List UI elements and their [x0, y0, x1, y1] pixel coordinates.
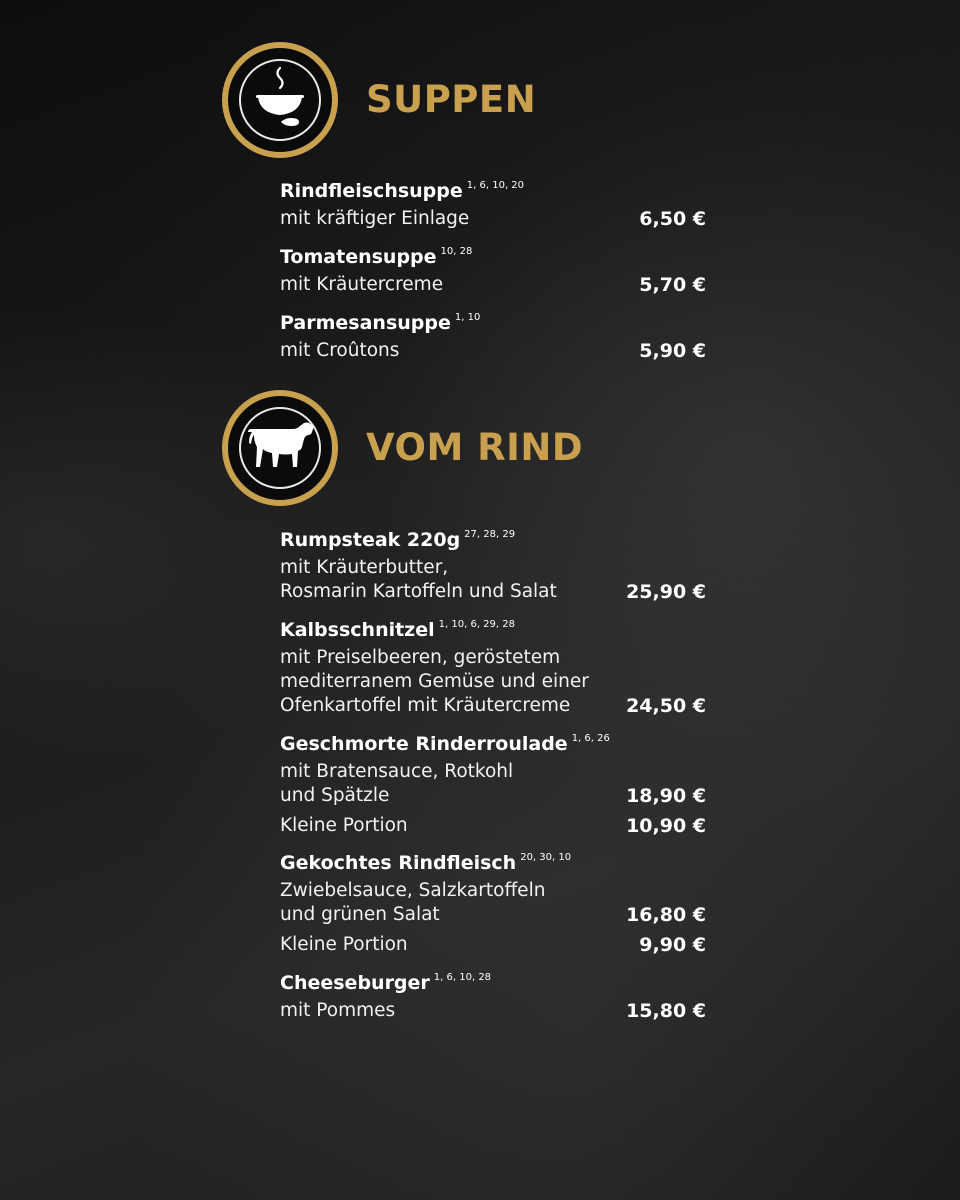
- item-description: und grünen Salat: [280, 904, 440, 925]
- menu-item: [280, 311, 706, 363]
- item-description: und Spätzle: [280, 785, 390, 806]
- item-price: 15,80 €: [626, 1000, 706, 1022]
- allergen-codes: 1, 6, 10, 28: [433, 972, 492, 983]
- small-portion-label: Kleine Portion: [280, 934, 408, 955]
- item-description: mit Kräuterbutter,: [280, 557, 449, 578]
- item-description: mit Preiselbeeren, geröstetem: [280, 647, 561, 668]
- section-header-vom-rind: [222, 390, 822, 506]
- allergen-codes: 1, 6, 10, 20: [466, 180, 525, 191]
- item-name: Rumpsteak 220g: [280, 529, 461, 551]
- allergen-codes: 20, 30, 10: [520, 852, 572, 863]
- item-price: 5,90 €: [639, 340, 706, 362]
- section-header-suppen: [222, 42, 822, 158]
- menu-item: [280, 245, 706, 297]
- menu-item: [280, 971, 706, 1023]
- item-price: 18,90 €: [626, 785, 706, 807]
- soup-badge: [222, 42, 338, 158]
- item-name: Geschmorte Rinderroulade: [280, 733, 568, 755]
- item-description: mit kräftiger Einlage: [280, 208, 470, 229]
- item-description: mit Bratensauce, Rotkohl: [280, 761, 514, 782]
- menu-item: [280, 851, 706, 957]
- item-name: Parmesansuppe: [280, 312, 451, 334]
- item-price: 16,80 €: [626, 904, 706, 926]
- item-description: Zwiebelsauce, Salzkartoffeln: [280, 880, 546, 901]
- item-name: Rindfleischsuppe: [280, 180, 463, 202]
- small-portion-label: Kleine Portion: [280, 815, 408, 836]
- item-price: 6,50 €: [639, 208, 706, 230]
- item-description: mit Croûtons: [280, 340, 400, 361]
- item-price: 25,90 €: [626, 581, 706, 603]
- item-name: Tomatensuppe: [280, 246, 437, 268]
- menu-item: [280, 528, 706, 604]
- small-portion-price: 9,90 €: [639, 934, 706, 956]
- item-description: mit Kräutercreme: [280, 274, 444, 295]
- soup-bowl-icon: [222, 42, 338, 158]
- item-description: Ofenkartoffel mit Kräutercreme: [280, 695, 571, 716]
- allergen-codes: 1, 10: [454, 312, 481, 323]
- item-price: 24,50 €: [626, 695, 706, 717]
- item-price: 5,70 €: [639, 274, 706, 296]
- item-description: mit Pommes: [280, 1000, 396, 1021]
- item-name: Cheeseburger: [280, 972, 430, 994]
- allergen-codes: 1, 10, 6, 29, 28: [438, 619, 515, 630]
- item-name: Kalbsschnitzel: [280, 619, 435, 641]
- menu-item: [280, 618, 706, 718]
- item-name: Gekochtes Rindfleisch: [280, 852, 517, 874]
- section-title: SUPPEN: [366, 78, 537, 121]
- cow-icon: [222, 390, 338, 506]
- section-title: VOM RIND: [366, 426, 584, 469]
- item-description: mediterranem Gemüse und einer: [280, 671, 589, 692]
- allergen-codes: 1, 6, 26: [571, 733, 610, 744]
- menu-item: [280, 732, 706, 838]
- item-description: Rosmarin Kartoffeln und Salat: [280, 581, 557, 602]
- allergen-codes: 27, 28, 29: [464, 529, 516, 540]
- small-portion-price: 10,90 €: [626, 815, 706, 837]
- menu-item: [280, 179, 706, 231]
- allergen-codes: 10, 28: [440, 246, 473, 257]
- cow-badge: [222, 390, 338, 506]
